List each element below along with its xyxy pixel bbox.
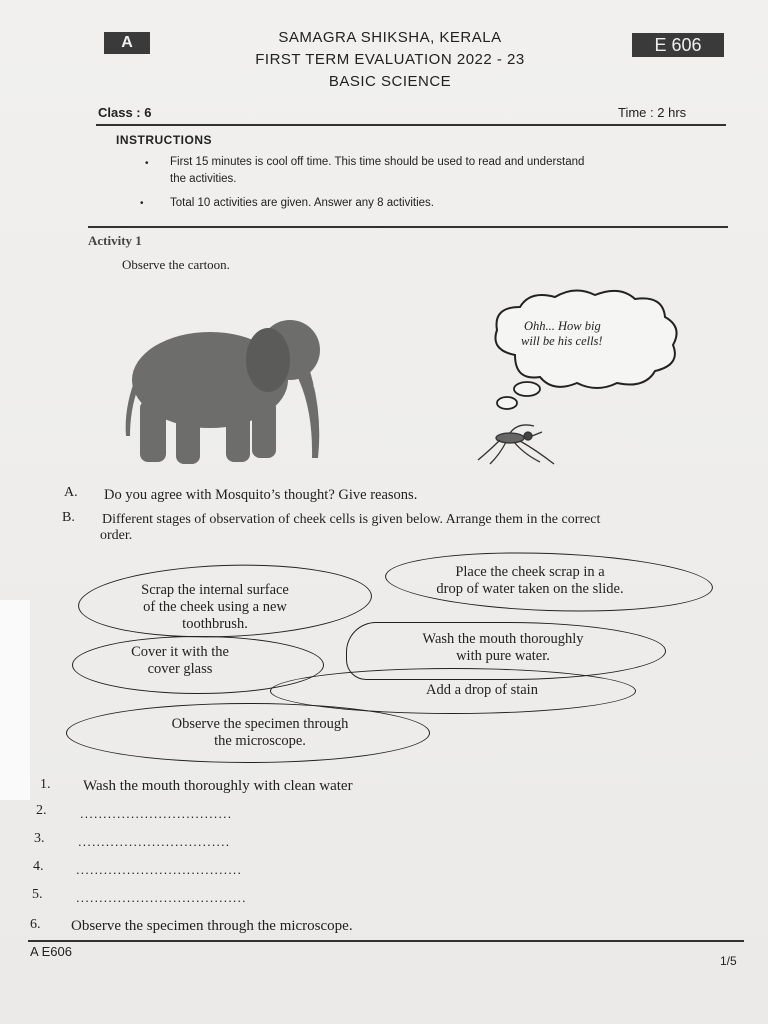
stage-observe-text (140, 716, 380, 750)
instruction-1: First 15 minutes is cool off time. This time should be used to read and understand (170, 156, 585, 168)
footer-rule (28, 940, 744, 942)
instructions-rule (88, 226, 728, 228)
elephant-illustration (118, 310, 348, 480)
question-b-label: B. (62, 510, 75, 525)
thought-text-2: will be his cells! (521, 334, 603, 348)
paper-edge (0, 600, 30, 800)
bullet-icon: • (140, 198, 144, 209)
stage-cover-line-1: Cover it with the (131, 644, 229, 660)
bullet-icon: • (145, 158, 149, 169)
answer-number-2: 2. (36, 803, 47, 818)
answer-blank-2[interactable]: ................................. (80, 806, 233, 821)
answer-number-4: 4. (33, 859, 44, 874)
activity-prompt: Observe the cartoon. (122, 257, 230, 272)
org-title: SAMAGRA SHIKSHA, KERALA (278, 29, 502, 46)
time-label: Time : 2 hrs (618, 105, 687, 120)
footer-code: A E606 (30, 944, 72, 959)
stage-scrap-line-1: Scrap the internal surface (141, 582, 289, 598)
header-rule (96, 124, 726, 126)
question-a: Do you agree with Mosquito’s thought? Give reasons. (104, 487, 418, 503)
code-badge: E 606 (632, 33, 724, 57)
answer-6: Observe the specimen through the microscope. (71, 918, 353, 934)
stage-scrap-line-2: of the cheek using a new (143, 599, 287, 615)
stage-place-line-1: Place the cheek scrap in a (455, 564, 605, 580)
instruction-2: Total 10 activities are given. Answer any 8 activities. (170, 197, 434, 209)
answer-1: Wash the mouth thoroughly with clean water (83, 778, 353, 794)
answer-blank-4[interactable]: .................................... (76, 862, 243, 877)
question-b-line-1: Different stages of observation of cheek cells is given below. Arrange them in the correct (102, 512, 601, 527)
answer-number-5: 5. (32, 887, 43, 902)
instruction-1-cont: the activities. (170, 173, 237, 185)
stage-wash-text (390, 631, 616, 665)
page-number: 1/5 (720, 954, 737, 968)
question-b-line-2: order. (100, 528, 133, 543)
stage-wash-line-1: Wash the mouth thoroughly (422, 631, 584, 647)
class-label: Class : 6 (98, 105, 152, 120)
stage-wash-line-2: with pure water. (456, 648, 550, 664)
exam-title: FIRST TERM EVALUATION 2022 - 23 (255, 51, 525, 68)
stage-observe-line-2: the microscope. (214, 733, 306, 749)
answer-number-6: 6. (30, 917, 41, 932)
instructions-title: INSTRUCTIONS (116, 133, 212, 147)
stage-scrap-line-3: toothbrush. (182, 616, 248, 632)
question-a-label: A. (64, 485, 78, 500)
stage-observe-line-1: Observe the specimen through (171, 716, 349, 732)
stage-stain-line-1: Add a drop of stain (426, 682, 538, 698)
stage-cover-text (100, 644, 260, 678)
answer-blank-3[interactable]: ................................. (78, 834, 231, 849)
stage-stain-text (392, 682, 572, 699)
stage-scrap-text (110, 582, 320, 633)
answer-blank-5[interactable]: ..................................... (76, 890, 247, 905)
stage-place-text (405, 564, 655, 598)
stage-place-line-2: drop of water taken on the slide. (436, 581, 624, 597)
mosquito-illustration (470, 418, 560, 468)
activity-title: Activity 1 (88, 233, 142, 248)
subject-title: BASIC SCIENCE (328, 73, 452, 90)
thought-cloud (485, 285, 685, 415)
stage-cover-line-2: cover glass (147, 661, 213, 677)
thought-text-1: Ohh... How big (524, 319, 601, 333)
answer-number-1: 1. (40, 777, 51, 792)
answer-number-3: 3. (34, 831, 45, 846)
set-badge: A (104, 32, 150, 54)
